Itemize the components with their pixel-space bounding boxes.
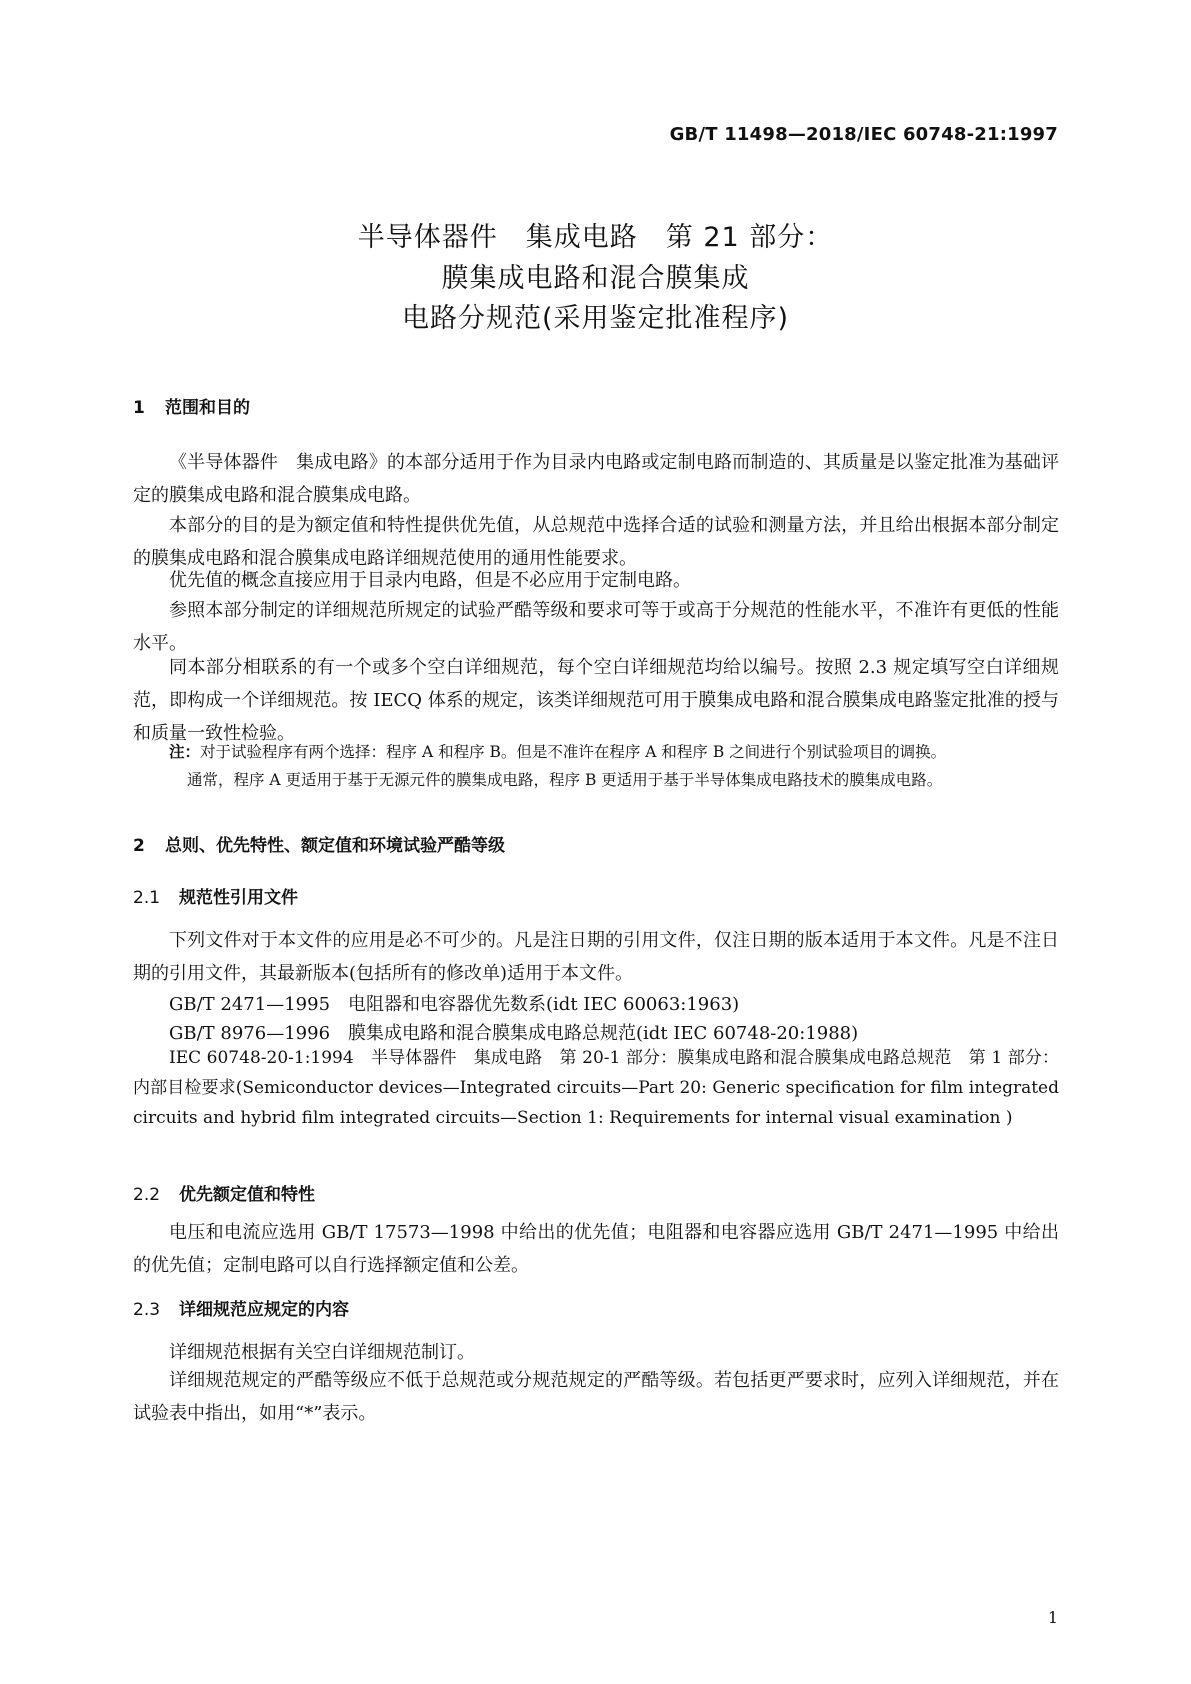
paragraph: 本部分的目的是为额定值和特性提供优先值，从总规范中选择合适的试验和测量方法，并且给出根据本部分制定的膜集成电路和混合膜集成电路详细规范使用的通用性能要求。	[133, 515, 1059, 569]
subsection-number: 2.3	[133, 1300, 161, 1320]
subsection-2-3-heading	[133, 1295, 349, 1320]
subsection-title: 详细规范应规定的内容	[179, 1300, 349, 1320]
section-number: 1	[133, 398, 145, 418]
paragraph: 电压和电流应选用 GB/T 17573—1998 中给出的优先值；电阻器和电容器应选用 GB/T 2471—1995 中给出的优先值；定制电路可以自行选择额定值和公差。	[133, 1222, 1059, 1276]
subsection-number: 2.2	[133, 1185, 161, 1205]
paragraph: 详细规范根据有关空白详细规范制订。	[169, 1342, 475, 1363]
reference-item: GB/T 8976—1996 膜集成电路和混合膜集成电路总规范(idt IEC 60748-20:1988)	[169, 1023, 859, 1044]
page-number: 1	[1047, 1608, 1058, 1627]
section-1-heading	[133, 393, 250, 418]
document-title-line-3: 电路分规范(采用鉴定批准程序)	[401, 303, 790, 334]
paragraph: 下列文件对于本文件的应用是必不可少的。凡是注日期的引用文件，仅注日期的版本适用于本文件。凡是不注日期的引用文件，其最新版本(包括所有的修改单)适用于本文件。	[133, 930, 1059, 984]
paragraph: 参照本部分制定的详细规范所规定的试验严酷等级和要求可等于或高于分规范的性能水平，不准许有更低的性能水平。	[133, 600, 1059, 654]
note-text: 对于试验程序有两个选择：程序 A 和程序 B。但是不准许在程序 A 和程序 B 之间进行个别试验项目的调换。	[200, 743, 947, 761]
paragraph: 优先值的概念直接应用于目录内电路，但是不必应用于定制电路。	[169, 570, 691, 591]
subsection-2-2-heading	[133, 1180, 315, 1205]
section-number: 2	[133, 836, 145, 856]
subsection-2-1-heading	[133, 883, 298, 908]
paragraph: 《半导体器件 集成电路》的本部分适用于作为目录内电路或定制电路而制造的、其质量是以鉴定批准为基础评定的膜集成电路和混合膜集成电路。	[133, 452, 1059, 506]
subsection-title: 规范性引用文件	[179, 888, 298, 908]
note	[169, 738, 1059, 794]
document-title-line-1: 半导体器件 集成电路 第 21 部分：	[357, 222, 834, 253]
note-label: 注：	[169, 743, 201, 761]
subsection-title: 优先额定值和特性	[179, 1185, 315, 1205]
paragraph: 同本部分相联系的有一个或多个空白详细规范，每个空白详细规范均给以编号。按照 2.3 规定填写空白详细规范，即构成一个详细规范。按 IECQ 体系的规定，该类详细规范可用于膜集成电路和混合膜集成电路鉴定批准的授与和质量一致性检验。	[133, 657, 1059, 744]
section-2-heading	[133, 831, 505, 856]
section-title: 总则、优先特性、额定值和环境试验严酷等级	[165, 836, 505, 856]
reference-item: GB/T 2471—1995 电阻器和电容器优先数系(idt IEC 60063:1963)	[169, 994, 740, 1015]
subsection-number: 2.1	[133, 888, 161, 908]
note-text: 通常，程序 A 更适用于基于无源元件的膜集成电路，程序 B 更适用于基于半导体集成电路技术的膜集成电路。	[187, 771, 943, 789]
reference-item: IEC 60748-20-1:1994 半导体器件 集成电路 第 20-1 部分：膜集成电路和混合膜集成电路总规范 第 1 部分：内部目检要求(Semiconductor devices—Integrated circuits—Part 20: Generic specification for film integrated circuits and hybrid film integrated circuits—Section 1: Requirements for internal visual examination )	[133, 1048, 1059, 1128]
section-title: 范围和目的	[165, 398, 250, 418]
standard-number: GB/T 11498—2018/IEC 60748-21:1997	[669, 124, 1058, 145]
document-title-line-2: 膜集成电路和混合膜集成	[441, 263, 750, 294]
paragraph: 详细规范规定的严酷等级应不低于总规范或分规范规定的严酷等级。若包括更严要求时，应列入详细规范，并在试验表中指出，如用“*”表示。	[133, 1370, 1059, 1424]
